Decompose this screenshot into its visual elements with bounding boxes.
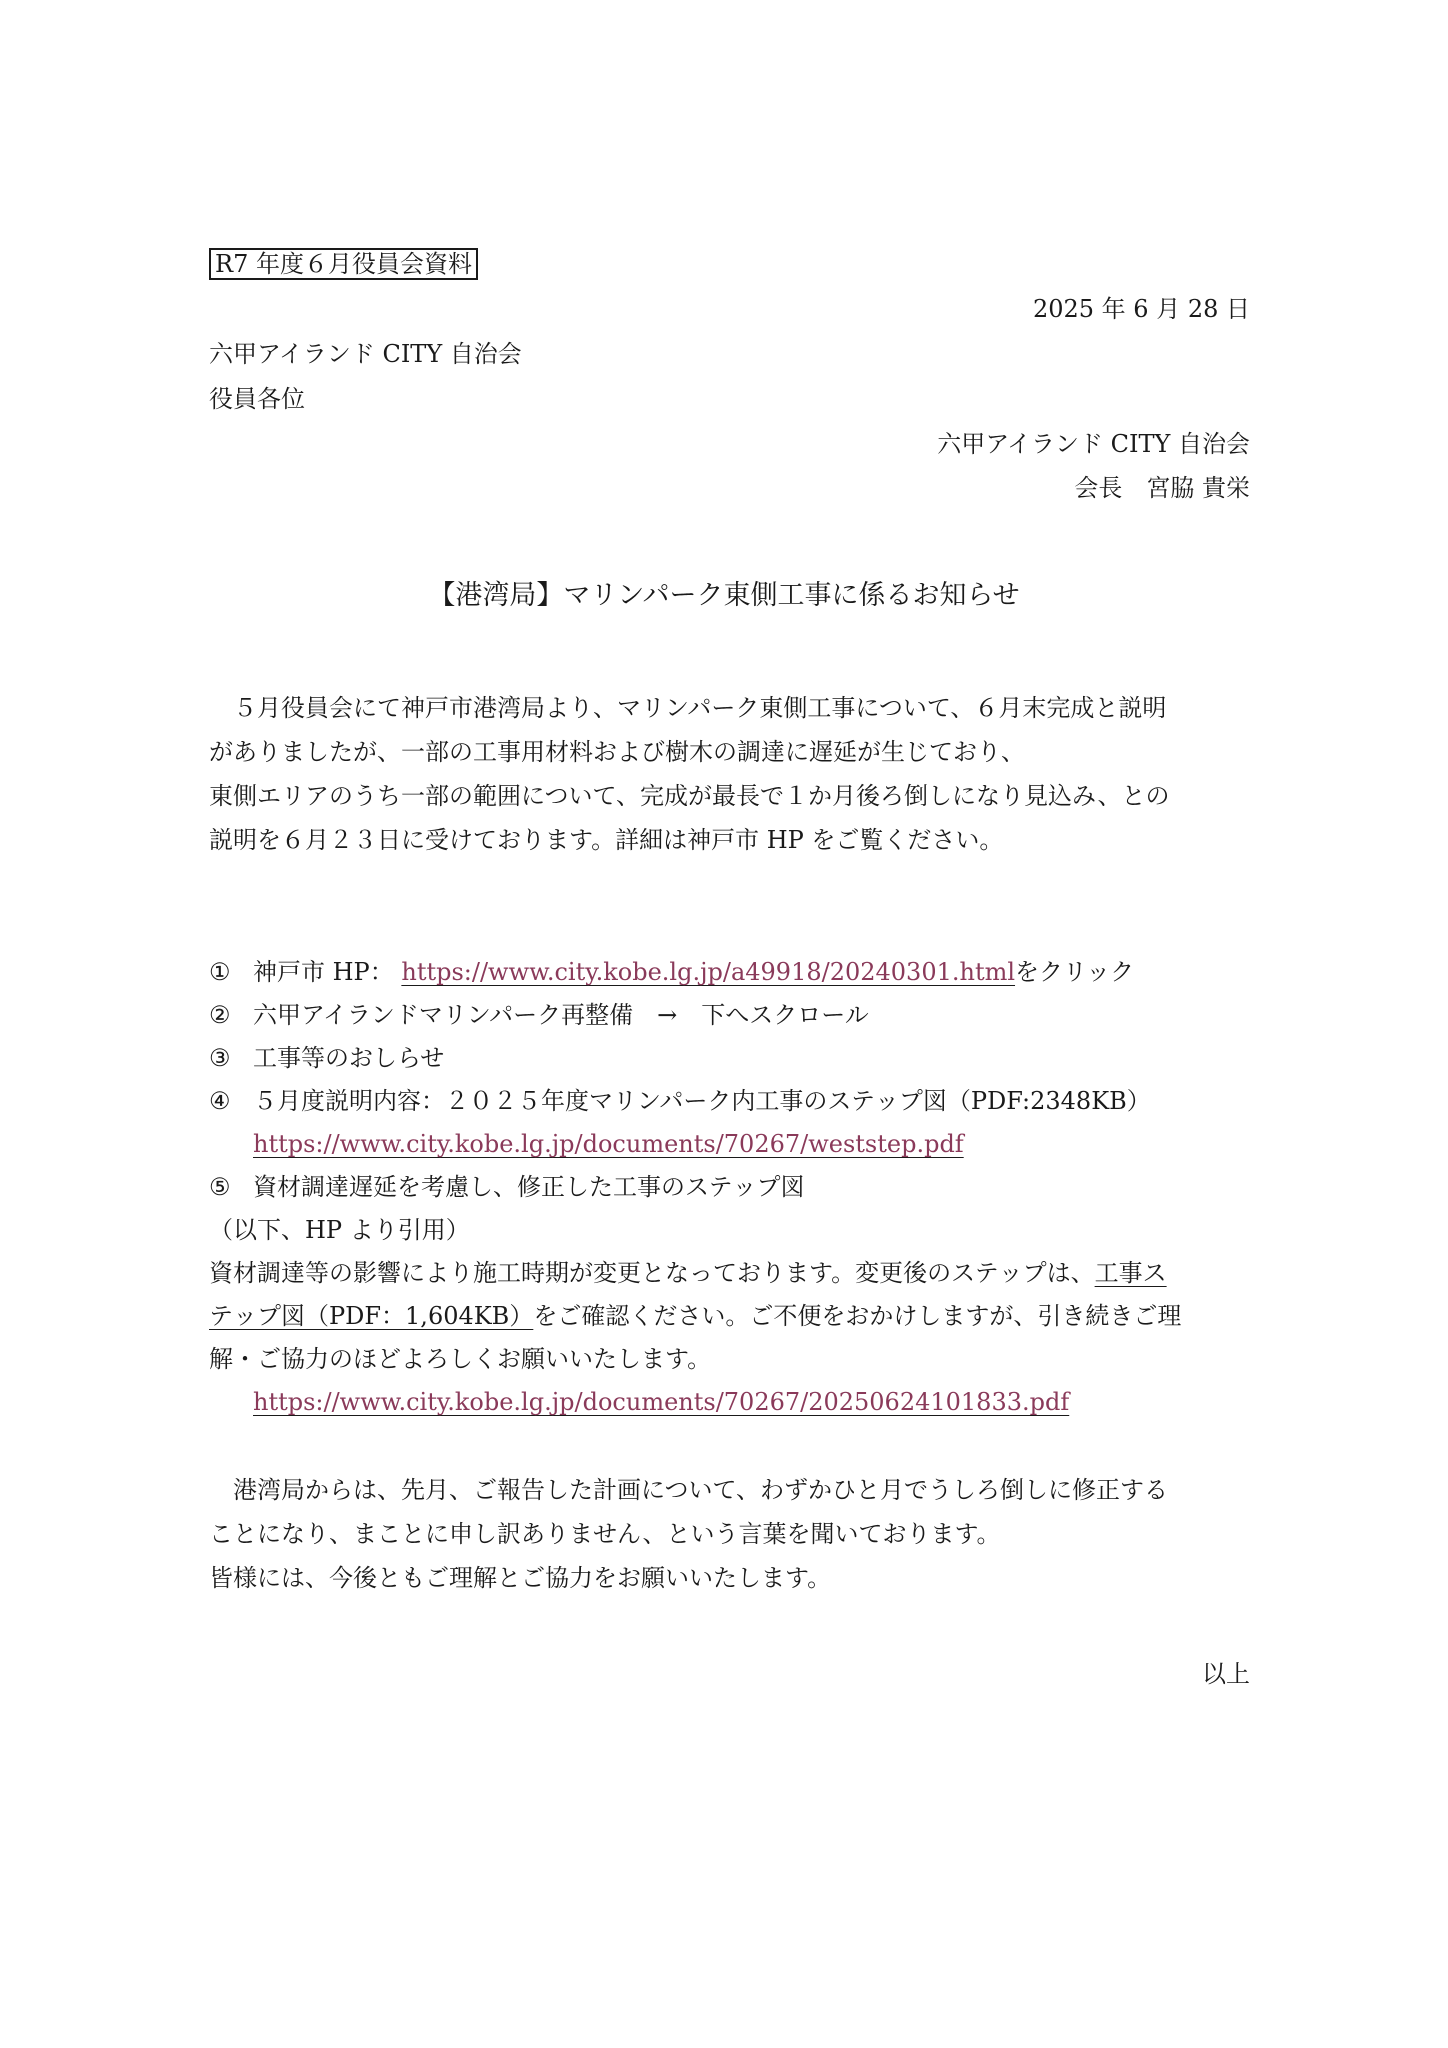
intro-line: 東側エリアのうち一部の範囲について、完成が最長で１か月後ろ倒しになり見込み、との: [209, 782, 1170, 810]
step-suffix: をクリック: [1015, 958, 1135, 986]
closing-line: 皆様には、今後ともご理解とご協力をお願いいたします。: [209, 1564, 832, 1592]
step-number: ④: [209, 1087, 231, 1115]
step-link-line: [253, 1124, 964, 1164]
step-text: 六甲アイランドマリンパーク再整備 → 下へスクロール: [253, 1001, 869, 1029]
step-item: [209, 995, 869, 1035]
document-label: R7 年度６月役員会資料: [209, 248, 478, 280]
step-text: 神戸市 HP：: [253, 958, 394, 986]
intro-line: がありましたが、一部の工事用材料および樹木の調達に遅延が生じており、: [209, 738, 1025, 766]
step-number: ②: [209, 1001, 231, 1029]
step-text: 工事等のおしらせ: [253, 1044, 445, 1072]
document-date: 2025 年 6 月 28 日: [1032, 295, 1250, 323]
end-mark: 以上: [1202, 1660, 1250, 1688]
sender-organization: 六甲アイランド CITY 自治会: [937, 430, 1250, 458]
recipient-organization: 六甲アイランド CITY 自治会: [209, 340, 522, 368]
step-diagram-link-text[interactable]: テップ図（PDF：1,604KB）: [209, 1302, 534, 1330]
step-item: [209, 1038, 444, 1078]
step-item: [209, 952, 1134, 992]
sender-name: 会長 宮脇 貴栄: [1074, 474, 1250, 502]
step-item: [209, 1167, 805, 1207]
intro-line: 説明を６月２３日に受けております。詳細は神戸市 HP をご覧ください。: [209, 826, 1004, 854]
step-text: 資材調達遅延を考慮し、修正した工事のステップ図: [253, 1173, 805, 1201]
intro-line: ５月役員会にて神戸市港湾局より、マリンパーク東側工事について、６月末完成と説明: [209, 694, 1167, 722]
step-item: [209, 1081, 1151, 1121]
quote-line: [209, 1253, 1167, 1293]
step-number: ⑤: [209, 1173, 231, 1201]
quote-text: 資材調達等の影響により施工時期が変更となっております。変更後のステップは、: [209, 1259, 1095, 1287]
recipient: 役員各位: [209, 385, 305, 413]
quote-intro: （以下、HP より引用）: [209, 1216, 470, 1244]
step-diagram-link-text[interactable]: 工事ス: [1094, 1259, 1167, 1287]
step-number: ③: [209, 1044, 231, 1072]
notice-title: 【港湾局】マリンパーク東側工事に係るお知らせ: [428, 580, 1020, 611]
closing-line: 港湾局からは、先月、ご報告した計画について、わずかひと月でうしろ倒しに修正する: [209, 1476, 1169, 1504]
revised-step-pdf-link[interactable]: https://www.city.kobe.lg.jp/documents/70267/20250624101833.pdf: [253, 1388, 1070, 1416]
step-text: ５月度説明内容：２０２５年度マリンパーク内工事のステップ図（PDF:2348KB）: [253, 1087, 1151, 1115]
weststep-pdf-link[interactable]: https://www.city.kobe.lg.jp/documents/70267/weststep.pdf: [253, 1130, 964, 1158]
kobe-hp-link[interactable]: https://www.city.kobe.lg.jp/a49918/20240301.html: [401, 958, 1016, 986]
closing-line: ことになり、まことに申し訳ありません、という言葉を聞いております。: [209, 1520, 1001, 1548]
step-number: ①: [209, 958, 231, 986]
quote-text: をご確認ください。ご不便をおかけしますが、引き続きご理: [533, 1302, 1182, 1330]
quote-line: [209, 1296, 1181, 1336]
quote-line: 解・ご協力のほどよろしくお願いいたします。: [209, 1345, 712, 1373]
quote-link-line: [253, 1382, 1069, 1422]
